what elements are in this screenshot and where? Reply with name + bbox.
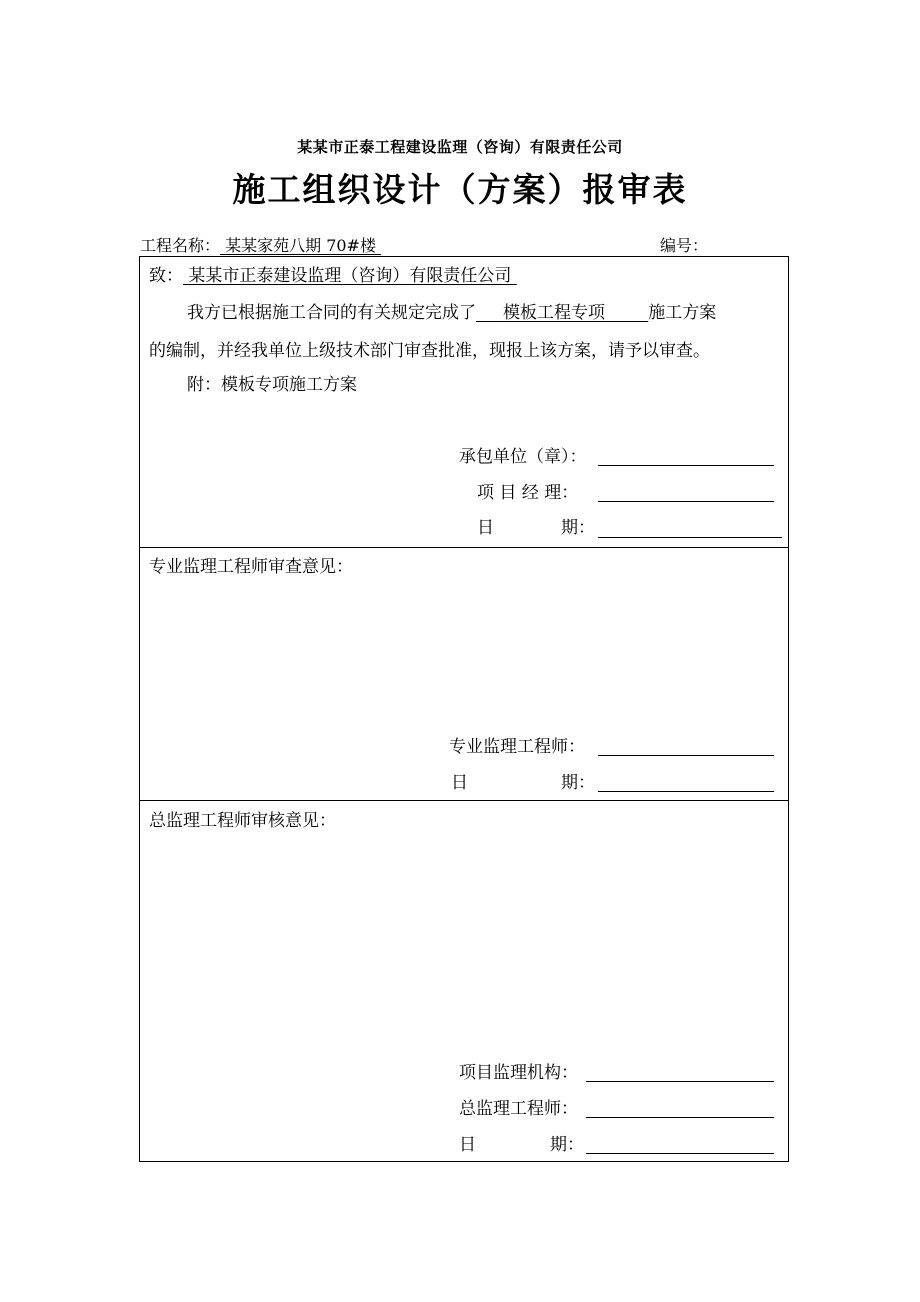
project-name-value: 某某家苑八期 70#楼 xyxy=(225,236,376,255)
engineer-date-line[interactable] xyxy=(598,791,774,792)
engineer-signature-line[interactable] xyxy=(598,755,774,756)
plan-name-fill: 模板工程专项 xyxy=(503,303,606,323)
submission-date-label-b: 期： xyxy=(561,518,595,538)
chief-date-label-a: 日 xyxy=(459,1135,476,1155)
addressee-label: 致： xyxy=(149,266,183,286)
submission-date-label-a: 日 xyxy=(477,518,494,538)
project-manager-line[interactable] xyxy=(598,501,774,502)
supervision-org-label: 项目监理机构： xyxy=(459,1063,578,1083)
engineer-date-label-a: 日 xyxy=(451,773,468,793)
submission-text-line2: 的编制，并经我单位上级技术部门审查批准，现报上该方案，请予以审查。 xyxy=(149,341,710,361)
addressee-row xyxy=(149,268,517,285)
engineer-signature-label: 专业监理工程师： xyxy=(449,737,585,757)
chief-date-line[interactable] xyxy=(586,1153,774,1154)
section-divider xyxy=(140,547,788,548)
chief-engineer-line[interactable] xyxy=(586,1117,774,1118)
chief-review-heading: 总监理工程师审核意见： xyxy=(149,811,336,831)
section-divider xyxy=(140,800,788,801)
contractor-seal-line[interactable] xyxy=(598,465,774,466)
project-name-row xyxy=(140,233,381,256)
company-name: 某某市正泰工程建设监理（咨询）有限责任公司 xyxy=(297,138,623,156)
attachment-note: 附：模板专项施工方案 xyxy=(187,375,357,395)
engineer-review-heading: 专业监理工程师审查意见： xyxy=(149,557,353,577)
form-title: 施工组织设计（方案）报审表 xyxy=(232,170,688,209)
chief-engineer-label: 总监理工程师： xyxy=(459,1099,578,1119)
engineer-date-label-b: 期： xyxy=(561,773,595,793)
submission-date-line[interactable] xyxy=(598,537,782,538)
chief-date-label-b: 期： xyxy=(550,1135,584,1155)
submission-text-line1: 我方已根据施工合同的有关规定完成了 模板工程专项 施工方案 xyxy=(187,303,717,323)
form-number-label: 编号： xyxy=(660,236,709,255)
review-form-table xyxy=(139,256,789,1162)
project-name-label: 工程名称： xyxy=(140,236,221,255)
supervision-org-line[interactable] xyxy=(586,1081,774,1082)
contractor-seal-label: 承包单位（章）： xyxy=(459,447,587,467)
project-manager-label: 项 目 经 理： xyxy=(477,483,579,503)
addressee-value: 某某市正泰建设监理（咨询）有限责任公司 xyxy=(188,266,512,286)
